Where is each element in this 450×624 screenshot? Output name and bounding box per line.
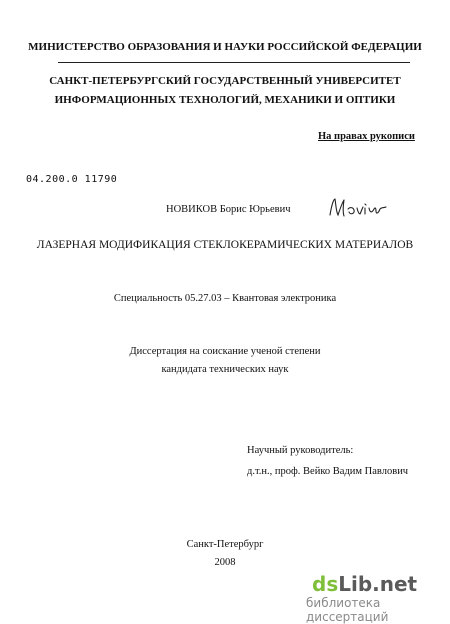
library-stamp: 04.200.0 11790 bbox=[26, 174, 118, 185]
year: 2008 bbox=[214, 557, 236, 568]
watermark-logo-prefix: ds bbox=[312, 572, 339, 596]
ministry-heading: МИНИСТЕРСТВО ОБРАЗОВАНИЯ И НАУКИ РОССИЙСКОЙ ФЕДЕРАЦИИ bbox=[28, 41, 422, 53]
manuscript-rights: На правах рукописи bbox=[318, 131, 415, 142]
university-name-line1: САНКТ-ПЕТЕРБУРГСКИЙ ГОСУДАРСТВЕННЫЙ УНИВЕРСИТЕТ bbox=[49, 75, 401, 87]
watermark-logo-main: Lib.net bbox=[338, 572, 418, 596]
header-divider bbox=[58, 62, 410, 63]
university-name-line2: ИНФОРМАЦИОННЫХ ТЕХНОЛОГИЙ, МЕХАНИКИ И ОПТИКИ bbox=[54, 94, 396, 106]
author-name: НОВИКОВ Борис Юрьевич bbox=[166, 204, 291, 215]
advisor-name: д.т.н., проф. Вейко Вадим Павлович bbox=[247, 466, 409, 477]
degree-line1: Диссертация на соискание ученой степени bbox=[129, 346, 321, 357]
watermark-subtitle: библиотека диссертаций bbox=[306, 596, 389, 624]
watermark-logo bbox=[312, 572, 417, 596]
city: Санкт-Петербург bbox=[186, 539, 264, 550]
dissertation-title: ЛАЗЕРНАЯ МОДИФИКАЦИЯ СТЕКЛОКЕРАМИЧЕСКИХ МАТЕРИАЛОВ bbox=[36, 239, 414, 251]
author-signature bbox=[326, 195, 390, 226]
specialty-line: Специальность 05.27.03 – Квантовая электроника bbox=[113, 293, 337, 304]
degree-line2: кандидата технических наук bbox=[161, 364, 289, 375]
advisor-label: Научный руководитель: bbox=[247, 445, 354, 456]
